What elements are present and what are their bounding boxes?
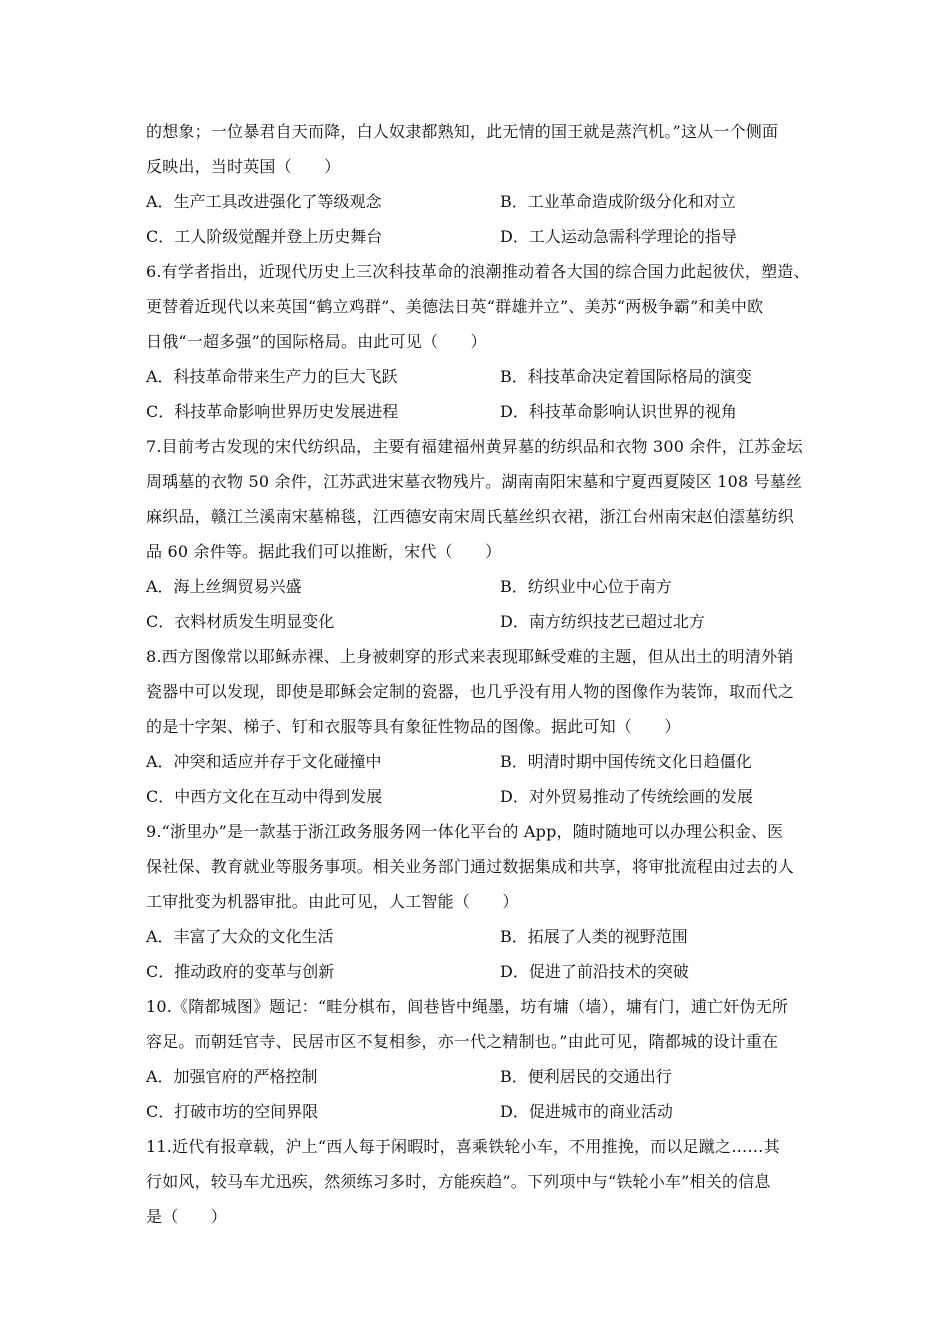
q9-line-3: 工审批变为机器审批。由此可见，人工智能（ ） xyxy=(146,892,519,911)
q6-line-1: 6.有学者指出，近现代历史上三次科技革命的浪潮推动着各大国的综合国力此起彼伏，塑造、 xyxy=(146,262,810,281)
q5-line-2: 反映出，当时英国（ ） xyxy=(146,157,341,176)
q8-option-b: B．明清时期中国传统文化日趋僵化 xyxy=(500,752,752,771)
q7-line-1: 7.目前考古发现的宋代纺织品，主要有福建福州黄昇墓的纺织品和衣物 300 余件，江苏金坛 xyxy=(146,437,803,456)
q8-option-a: A．冲突和适应并存于文化碰撞中 xyxy=(146,752,382,771)
q10-line-1: 10.《隋都城图》题记：“畦分棋布，闾巷皆中绳墨，坊有墉（墙），墉有门，逋亡奸伪无所 xyxy=(146,997,789,1016)
q8-line-2: 瓷器中可以发现，即使是耶稣会定制的瓷器，也几乎没有用人物的图像作为装饰，取而代之 xyxy=(146,682,795,701)
q9-line-1: 9.“浙里办”是一款基于浙江政务服务网一体化平台的 App，随时随地可以办理公积金、医 xyxy=(146,822,784,841)
q11-line-1: 11.近代有报章载，沪上“西人每于闲暇时，喜乘铁轮小车，不用推挽，而以足蹴之……其 xyxy=(146,1137,780,1156)
q7-line-4: 品 60 余件等。据此我们可以推断，宋代（ ） xyxy=(146,542,502,561)
q10-option-d: D．促进城市的商业活动 xyxy=(500,1102,673,1121)
q6-option-b: B．科技革命决定着国际格局的演变 xyxy=(500,367,752,386)
q5-option-a: A．生产工具改进强化了等级观念 xyxy=(146,192,382,211)
q5-option-b: B．工业革命造成阶级分化和对立 xyxy=(500,192,736,211)
q6-line-2: 更替着近现代以来英国“鹤立鸡群”、美德法日英“群雄并立”、美苏“两极争霸”和美中欧 xyxy=(146,297,764,316)
q9-option-d: D．促进了前沿技术的突破 xyxy=(500,962,689,981)
q10-option-b: B．便利居民的交通出行 xyxy=(500,1067,672,1086)
q5-line-1: 的想象；一位暴君自天而降，白人奴隶都熟知，此无情的国王就是蒸汽机。”这从一个侧面 xyxy=(146,122,779,141)
q6-line-3: 日俄“一超多强”的国际格局。由此可见（ ） xyxy=(146,332,487,351)
q11-line-3: 是（ ） xyxy=(146,1207,228,1226)
q8-option-d: D．对外贸易推动了传统绘画的发展 xyxy=(500,787,753,806)
q6-option-a: A．科技革命带来生产力的巨大飞跃 xyxy=(146,367,398,386)
q10-option-c: C．打破市坊的空间界限 xyxy=(146,1102,319,1121)
q5-option-c: C．工人阶级觉醒并登上历史舞台 xyxy=(146,227,383,246)
q9-line-2: 保社保、教育就业等服务事项。相关业务部门通过数据集成和共享，将审批流程由过去的人 xyxy=(146,857,795,876)
q7-line-3: 麻织品，赣江兰溪南宋墓棉毯，江西德安南宋周氏墓丝织衣裙，浙江台州南宋赵伯澐墓纺织 xyxy=(146,507,795,526)
q6-option-d: D．科技革命影响认识世界的视角 xyxy=(500,402,737,421)
q7-line-2: 周瑀墓的衣物 50 余件，江苏武进宋墓衣物残片。湖南南阳宋墓和宁夏西夏陵区 108 号墓丝 xyxy=(146,472,803,491)
q5-option-d: D．工人运动急需科学理论的指导 xyxy=(500,227,737,246)
q10-option-a: A．加强官府的严格控制 xyxy=(146,1067,318,1086)
q8-option-c: C．中西方文化在互动中得到发展 xyxy=(146,787,383,806)
q7-option-c: C．衣料材质发生明显变化 xyxy=(146,612,335,631)
q9-option-a: A．丰富了大众的文化生活 xyxy=(146,927,334,946)
q7-option-b: B．纺织业中心位于南方 xyxy=(500,577,672,596)
q9-option-c: C．推动政府的变革与创新 xyxy=(146,962,335,981)
q6-option-c: C．科技革命影响世界历史发展进程 xyxy=(146,402,399,421)
q8-line-1: 8.西方图像常以耶稣赤裸、上身被刺穿的形式来表现耶稣受难的主题，但从出土的明清外销 xyxy=(146,647,794,666)
q7-option-d: D．南方纺织技艺已超过北方 xyxy=(500,612,705,631)
q7-option-a: A．海上丝绸贸易兴盛 xyxy=(146,577,302,596)
q11-line-2: 行如风，较马车尤迅疾，然须练习多时，方能疾趋”。下列项中与“铁轮小车”相关的信息 xyxy=(146,1172,771,1191)
q8-line-3: 的是十字架、梯子、钉和衣服等具有象征性物品的图像。据此可知（ ） xyxy=(146,717,681,736)
q10-line-2: 容足。而朝廷官寺、民居市区不复相参，亦一代之精制也。”由此可见，隋都城的设计重在 xyxy=(146,1032,779,1051)
q9-option-b: B．拓展了人类的视野范围 xyxy=(500,927,688,946)
